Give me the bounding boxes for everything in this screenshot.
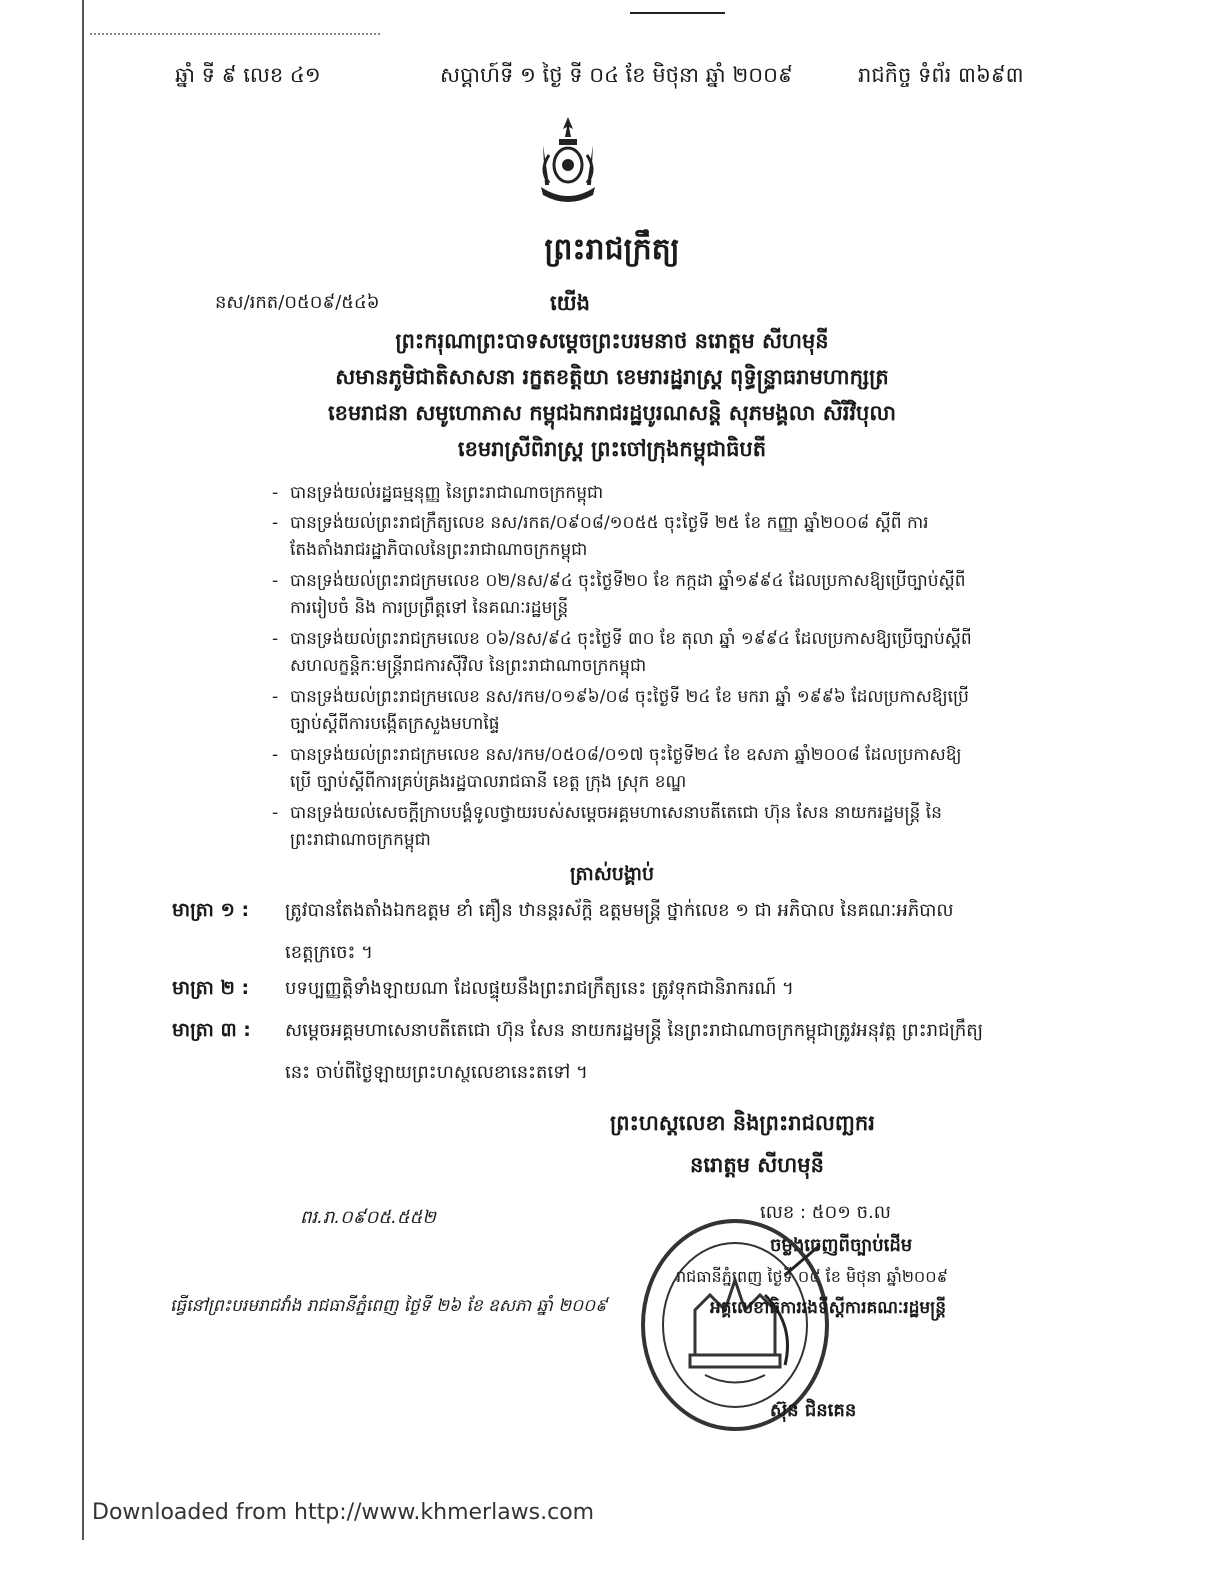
article-label: មាត្រា ៣ : [172,1019,251,1041]
consideration-item: - បានទ្រង់យល់ព្រះរាជក្រមលេខ នស/រកម/០៥០៨/០១៧ ចុះថ្ងៃទី២៤ ខែ ឧសភា ឆ្នាំ២០០៨ ដែលប្រកាសឱ្យប្រើ ច្បាប់ស្ដីពីការគ្រប់គ្រងរដ្ឋបាលរាជធានី ខេត្ត ក្រុង ស្រុក ខណ្ឌ [272,745,962,792]
consideration-item: - បានទ្រង់យល់សេចក្ដីក្រាបបង្គំទូលថ្វាយរបស់សម្ដេចអគ្គមហាសេនាបតីតេជោ ហ៊ុន សែន នាយករដ្ឋមន្ត្រី នៃព្រះរាជាណាចក្រកម្ពុជា [272,803,942,850]
royal-signature-caption: ព្រះហស្តលេខា និងព្រះរាជលញ្ឆករ [610,1111,875,1135]
copy-note: ចម្លងចេញពីច្បាប់ដើម [770,1235,913,1256]
registration-number: ពរ.រា.០៩០៥.៥៥២ [300,1207,436,1228]
gazette-issue: ឆ្នាំ ទី ៩ លេខ ៤១ [175,63,321,87]
article-label: មាត្រា ២ : [172,977,250,999]
download-source-footer: Downloaded from http://www.khmerlaws.com [92,1500,595,1525]
king-title-line: ព្រះករុណាព្រះបាទសម្ដេចព្រះបរមនាថ នរោត្ដម សីហមុនី [395,329,829,353]
consideration-item: - បានទ្រង់យល់រដ្ឋធម្មនុញ្ញ នៃព្រះរាជាណាចក្រកម្ពុជា [272,483,604,503]
scan-dots [90,33,380,35]
royal-emblem-icon [535,115,601,205]
royal-name: នរោត្ដម សីហមុនី [690,1153,824,1177]
secretariat-name: ស៊ុន ជិនគេន [770,1400,857,1421]
copy-number: លេខ : ៥០១ ច.ល [760,1202,891,1223]
article-label: មាត្រា ១ : [172,899,250,921]
consideration-item: - បានទ្រង់យល់ព្រះរាជក្រឹត្យលេខ នស/រកត/០៩០៨/១០៥៥ ចុះថ្ងៃទី ២៥ ខែ កញ្ញា ឆ្នាំ២០០៨ ស្ដីពី ការតែងតាំងរាជរដ្ឋាភិបាលនៃព្រះរាជាណាចក្រកម្ពុជា [272,513,929,560]
gazette-page: រាជកិច្ច ទំព័រ ៣៦៩៣ [858,63,1024,87]
gazette-date: សប្ដាហ៍ទី ១ ថ្ងៃ ទី ០៤ ខែ មិថុនា ឆ្នាំ ២០០៩ [440,63,793,87]
document-title: ព្រះរាជក្រឹត្យ [544,232,680,267]
king-title-line: ខេមរាស្រីពិរាស្ត្រ ព្រះចៅក្រុងកម្ពុជាធិបតី [457,437,767,461]
consideration-item: - បានទ្រង់យល់ព្រះរាជក្រមលេខ ០២/នស/៩៤ ចុះថ្ងៃទី២០ ខែ កក្កដា ឆ្នាំ១៩៩៤ ដែលប្រកាសឱ្យប្រើច្បាប់ស្ដីពី ការរៀបចំ និង ការប្រព្រឹត្តទៅ នៃគណៈរដ្ឋមន្ត្រី [272,571,966,618]
article-text: ត្រូវបានតែងតាំងឯកឧត្ដម ខាំ គឿន ឋានន្តរស័ក្តិ ឧត្ដមមន្ត្រី ថ្នាក់លេខ ១ ជា អភិបាល នៃគណៈអភិបាល ខេត្តក្រចេះ ។ [285,900,954,963]
decree-heading: ត្រាស់បង្គាប់ [569,863,655,885]
signing-place-date: ធ្វើនៅព្រះបរមរាជវាំង រាជធានីភ្នំពេញ ថ្ងៃទី ២៦ ខែ ឧសភា ឆ្នាំ ២០០៩ [170,1296,608,1316]
secretariat-title: អគ្គលេខាធិការរងទីស្ដីការគណៈរដ្ឋមន្ត្រី [710,1298,947,1318]
consideration-item: - បានទ្រង់យល់ព្រះរាជក្រមលេខ នស/រកម/០១៩៦/០៨ ចុះថ្ងៃទី ២៤ ខែ មករា ឆ្នាំ ១៩៩៦ ដែលប្រកាសឱ្យប្រើ ច្បាប់ស្ដីពីការបង្កើតក្រសួងមហាផ្ទៃ [272,687,969,734]
we-heading: យើង [550,291,590,315]
article-text: សម្ដេចអគ្គមហាសេនាបតីតេជោ ហ៊ុន សែន នាយករដ្ឋមន្ត្រី នៃព្រះរាជាណាចក្រកម្ពុជាត្រូវអនុវត្ត ព្រះរាជក្រឹត្យនេះ ចាប់ពីថ្ងៃឡាយព្រះហស្ថលេខានេះតទៅ ។ [285,1020,984,1083]
king-title-line: សមានភូមិជាតិសាសនា រក្ខតខត្តិយា ខេមរារដ្ឋរាស្ត្រ ពុទ្ធិន្ទ្រាធរាមហាក្សត្រ [335,365,889,389]
article-text: បទប្បញ្ញត្តិទាំងឡាយណា ដែលផ្ទុយនឹងព្រះរាជក្រឹត្យនេះ ត្រូវទុកជានិរាករណ៍ ។ [285,978,794,999]
king-title-line: ខេមរាជនា សមូហោភាស កម្ពុជឯករាជរដ្ឋបូរណសន្តិ សុភមង្គលា សិរីវិបុលា [327,401,897,425]
copy-date: រាជធានីភ្នំពេញ ថ្ងៃទី ០៨ ខែ មិថុនា ឆ្នាំ២០០៩ [676,1267,948,1286]
top-bar [630,12,725,14]
consideration-item: - បានទ្រង់យល់ព្រះរាជក្រមលេខ ០៦/នស/៩៤ ចុះថ្ងៃទី ៣០ ខែ តុលា ឆ្នាំ ១៩៩៤ ដែលប្រកាសឱ្យប្រើច្បាប់ស្ដីពី សហលក្ខន្តិកៈមន្ត្រីរាជការស៊ីវិល នៃព្រះរាជាណាចក្រកម្ពុជា [272,629,972,676]
reference-number: នស/រកត/០៥០៩/៥៤៦ [215,292,380,313]
